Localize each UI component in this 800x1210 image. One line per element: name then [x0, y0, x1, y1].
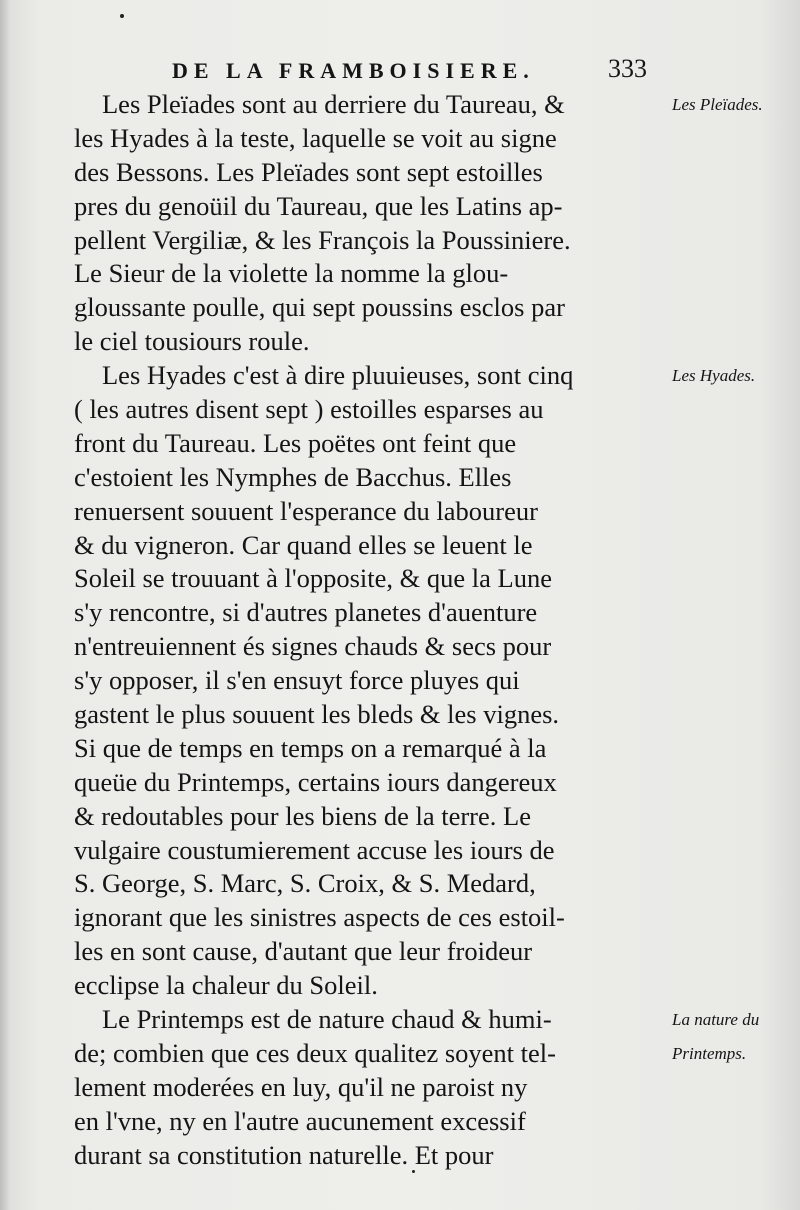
text-line: les en sont cause, d'autant que leur froideur [74, 936, 533, 967]
text-line: front du Taureau. Les poëtes ont feint que [74, 427, 517, 458]
text-line: Le Printemps est de nature chaud & humi- [102, 1004, 552, 1035]
text-line: & du vigneron. Car quand elles se leuent le [74, 529, 533, 560]
text-line: n'entreuiennent és signes chauds & secs pour [74, 631, 552, 662]
margin-note: La nature du [672, 1010, 760, 1030]
text-line: des Bessons. Les Pleïades sont sept estoilles [74, 156, 543, 187]
text-line: ( les autres disent sept ) estoilles esparses au [74, 394, 544, 425]
gutter-shadow [0, 0, 10, 1210]
text-line: gloussante poulle, qui sept poussins esclos par [74, 292, 565, 323]
text-line: Soleil se trouuant à l'opposite, & que la Lune [74, 563, 552, 594]
text-line: ignorant que les sinistres aspects de ces estoil- [74, 902, 565, 933]
margin-note: Les Hyades. [672, 366, 756, 386]
text-line: Les Hyades c'est à dire pluuieuses, sont cinq [102, 360, 574, 391]
margin-note: Les Pleïades. [672, 95, 763, 114]
text-line: c'estoient les Nymphes de Bacchus. Elles [74, 461, 512, 492]
running-title: DE LA FRAMBOISIERE. [172, 58, 535, 83]
text-line: Les Pleïades sont au derriere du Taureau, & [102, 89, 565, 119]
text-line: gastent le plus souuent les bleds & les vignes. [74, 699, 560, 730]
text-line: queüe du Printemps, certains iours dangereux [74, 766, 557, 797]
text-line: les Hyades à la teste, laquelle se voit au signe [74, 122, 557, 153]
text-line: S. George, S. Marc, S. Croix, & S. Medard, [74, 868, 536, 899]
page-header [172, 54, 652, 88]
ink-speck [120, 14, 124, 18]
body-text [74, 88, 664, 1173]
text-line: pres du genoüil du Taureau, que les Latins ap- [74, 190, 563, 221]
text-line: pellent Vergiliæ, & les François la Poussiniere. [74, 224, 571, 255]
text-line: ecclipse la chaleur du Soleil. [74, 970, 378, 1001]
text-line: s'y rencontre, si d'autres planetes d'auenture [74, 597, 538, 628]
text-line: renuersent souuent l'esperance du laboureur [74, 495, 538, 526]
text-line: en l'vne, ny en l'autre aucunement excessif [74, 1105, 526, 1136]
text-line: Si que de temps en temps on a remarqué à la [74, 732, 547, 763]
margin-note: Printemps. [672, 1044, 747, 1064]
text-line: Le Sieur de la violette la nomme la glou- [74, 258, 509, 289]
text-line: lement moderées en luy, qu'il ne paroist ny [74, 1071, 528, 1102]
text-line: s'y opposer, il s'en ensuyt force pluyes qui [74, 665, 520, 696]
page-number: 333 [608, 54, 647, 83]
text-line: de; combien que ces deux qualitez soyent tel- [74, 1037, 556, 1068]
text-line: durant sa constitution naturelle. Et pour [74, 1139, 494, 1170]
text-line: & redoutables pour les biens de la terre. Le [74, 800, 531, 831]
text-line: vulgaire coustumierement accuse les iours de [74, 834, 555, 865]
text-line: le ciel tousiours roule. [74, 326, 310, 357]
